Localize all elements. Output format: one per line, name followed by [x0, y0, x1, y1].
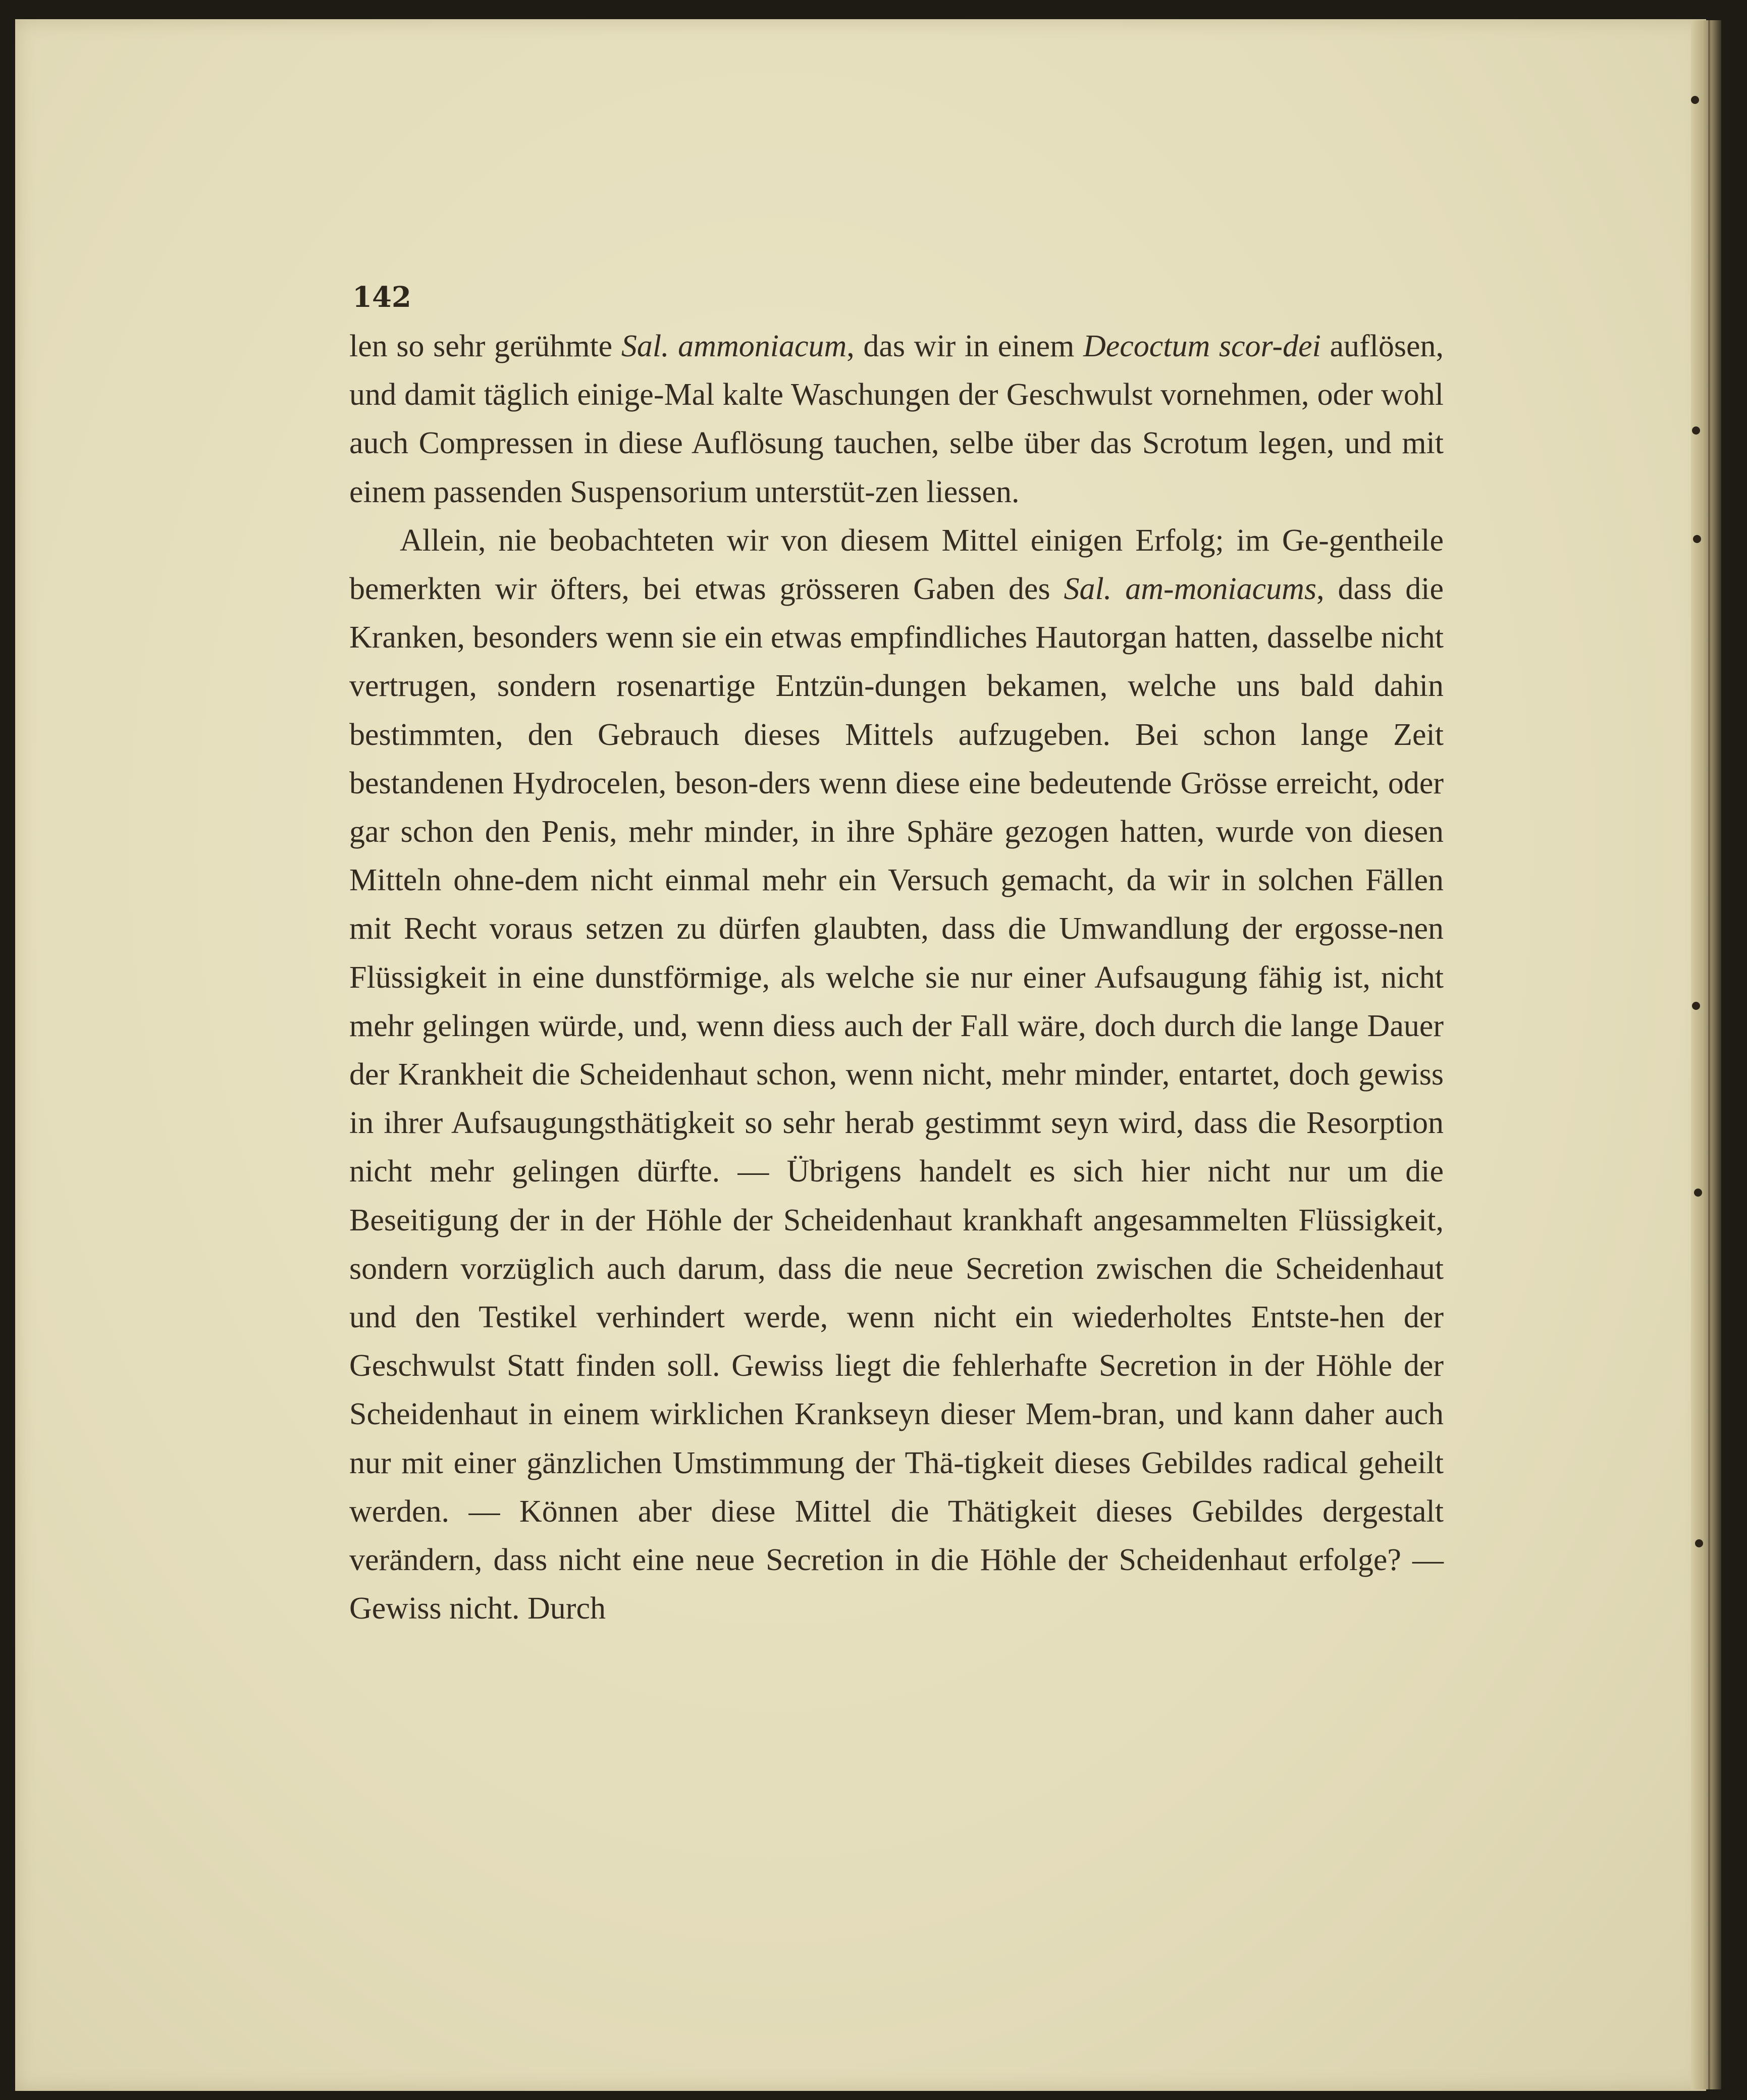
- book-page: [15, 19, 1706, 2091]
- page-edge-shadow: [1691, 20, 1721, 2089]
- paragraph-1-italic-b: Decoctum scor-dei: [1083, 329, 1321, 363]
- paragraph-2: [349, 516, 1444, 1633]
- binding-speck: [1693, 535, 1701, 543]
- paragraph-1-text-b: , das wir in einem: [846, 329, 1083, 363]
- binding-speck: [1695, 1539, 1703, 1547]
- page-number: 142: [352, 281, 411, 314]
- paragraph-1-text-c: auflösen, und damit täglich einige-Mal kalte Waschungen der Geschwulst vornehmen, oder wohl auch Compressen in diese Auflösung tauchen, selbe über das Scrotum legen, und mit einem passenden Suspensorium unterstüt-zen liessen.: [349, 329, 1444, 509]
- page-body: [349, 322, 1444, 1633]
- paragraph-2-italic-a: Sal. am-moniacums: [1064, 572, 1317, 607]
- paragraph-1: [349, 322, 1444, 516]
- page-edge-line: [1708, 20, 1710, 2089]
- binding-speck: [1691, 96, 1699, 104]
- binding-speck: [1692, 426, 1700, 435]
- paragraph-1-text-a: len so sehr gerühmte: [349, 329, 621, 363]
- binding-speck: [1692, 1002, 1700, 1010]
- paragraph-2-text-a: Allein, nie beobachteten wir von diesem Mittel einigen Erfolg; im Ge-gentheile bemerkten wir öfters, bei etwas grösseren Gaben des: [349, 523, 1444, 607]
- paragraph-2-text-b: , dass die Kranken, besonders wenn sie ein etwas empfindliches Hautorgan hatten, dasselbe nicht vertrugen, sondern rosenartige Entzün-dungen bekamen, welche uns bald dahin bestimmten, den Gebrauch dieses Mittels aufzugeben. Bei schon lange Zeit bestandenen Hydrocelen, beson-ders wenn diese eine bedeutende Grösse erreicht, oder gar schon den Penis, mehr minder, in ihre Sphäre gezogen hatten, wurde von diesen Mitteln ohne-dem nicht einmal mehr ein Versuch gemacht, da wir in solchen Fällen mit Recht voraus setzen zu dürfen glaubten, dass die Umwandlung der ergosse-nen Flüssigkeit in eine dunstförmige, als welche sie nur einer Aufsaugung fähig ist, nicht mehr gelingen würde, und, wenn diess auch der Fall wäre, doch durch die lange Dauer der Krankheit die Scheidenhaut schon, wenn nicht, mehr minder, entartet, doch gewiss in ihrer Aufsaugungsthätigkeit so sehr herab gestimmt seyn wird, dass die Resorption nicht mehr gelingen dürfte. — Übrigens handelt es sich hier nicht nur um die Beseitigung der in der Höhle der Scheidenhaut krankhaft angesammelten Flüssigkeit, sondern vorzüglich auch darum, dass die neue Secretion zwischen die Scheidenhaut und den Testikel verhindert werde, wenn nicht ein wiederholtes Entste-hen der Geschwulst Statt finden soll. Gewiss liegt die fehlerhafte Secretion in der Höhle der Scheidenhaut in einem wirklichen Krankseyn dieser Mem-bran, und kann daher auch nur mit einer gänzlichen Umstimmung der Thä-tigkeit dieses Gebildes radical geheilt werden. — Können aber diese Mittel die Thätigkeit dieses Gebildes dergestalt verändern, dass nicht eine neue Secretion in die Höhle der Scheidenhaut erfolge? — Gewiss nicht. Durch: [349, 572, 1444, 1626]
- binding-speck: [1694, 1189, 1702, 1197]
- paragraph-1-italic-a: Sal. ammoniacum: [621, 329, 847, 363]
